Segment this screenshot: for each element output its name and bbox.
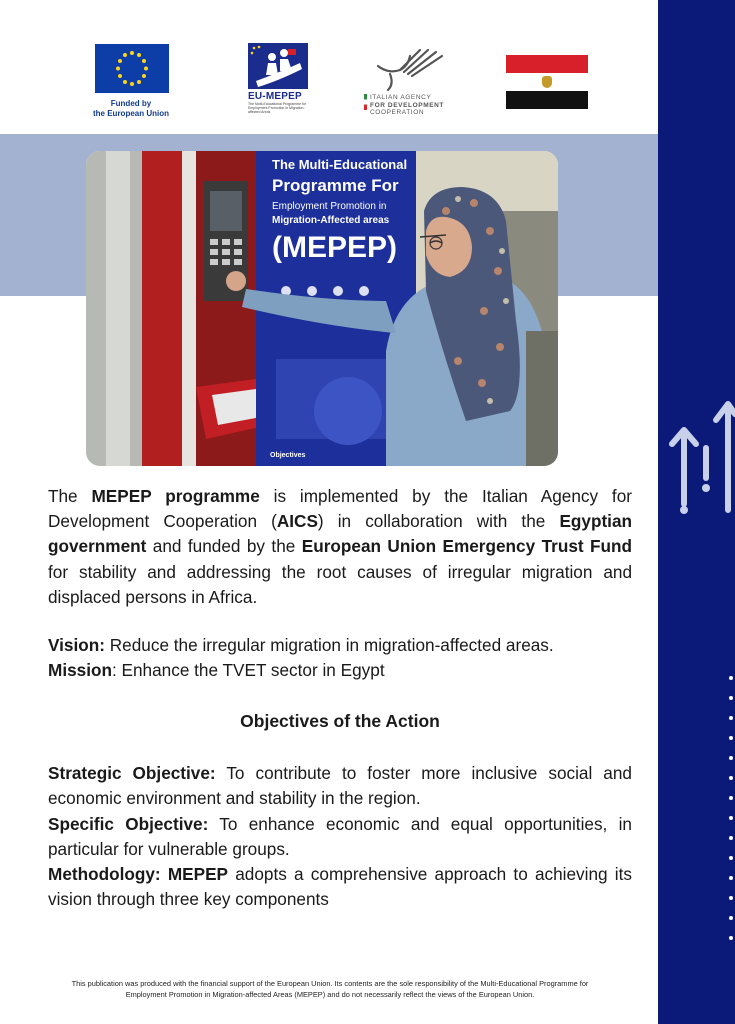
strategic-objective-text: To contribute to foster more inclusive social and economic environment and stability in the region. bbox=[48, 763, 632, 809]
eu-caption bbox=[93, 99, 169, 119]
eu-caption-line2: the European Union bbox=[93, 109, 169, 118]
up-arrows-icon bbox=[666, 392, 735, 522]
banner-line1: The Multi-Educational bbox=[272, 157, 408, 172]
intro-paragraph: The MEPEP programme is implemented by the Italian Agency for Development Cooperation (AICS) in collaboration with the Egyptian government and funded by the European Union Emergency Trust Fund for stability and addressing the root causes of irregular migration and displaced persons in Africa. bbox=[48, 486, 633, 607]
egypt-flag bbox=[506, 55, 588, 109]
aics-line3: COOPERATION bbox=[370, 109, 425, 116]
vision-line bbox=[48, 633, 632, 658]
mission-text: : Enhance the TVET sector in Egypt bbox=[111, 660, 385, 680]
eu-mepep-logo bbox=[248, 43, 314, 123]
banner-acronym: (MEPEP) bbox=[272, 231, 398, 264]
strategic-objective bbox=[48, 761, 632, 811]
aics-line1: ITALIAN AGENCY bbox=[370, 94, 432, 101]
banner-bottom-label: Objectives bbox=[270, 452, 306, 459]
eu-flag-icon bbox=[95, 44, 169, 93]
aics-line2: FOR DEVELOPMENT bbox=[370, 101, 445, 109]
sidebar-dots-decoration bbox=[727, 676, 735, 946]
mission-line bbox=[48, 658, 632, 683]
specific-objective bbox=[48, 812, 632, 862]
specific-objective-label: Specific Objective: bbox=[48, 814, 209, 834]
aics-name bbox=[370, 94, 444, 117]
egyptian-government-emphasis: Egyptian government bbox=[48, 511, 633, 557]
mepep-logo-subtitle: The Multi-Educational Programme for Employment Promotion in Migration-affected Areas bbox=[248, 102, 307, 114]
dove-icon bbox=[364, 44, 460, 92]
specific-objective-text: To enhance economic and equal opportunities, in particular for vulnerable groups. bbox=[48, 814, 632, 860]
egypt-flag-white-stripe bbox=[506, 73, 588, 91]
mepep-logo-title: EU-MEPEP bbox=[248, 91, 302, 102]
vision-label: Vision: bbox=[48, 635, 105, 655]
strategic-objective-label: Strategic Objective: bbox=[48, 763, 216, 783]
aics-emphasis: AICS bbox=[276, 511, 318, 532]
eu-caption-line1: Funded by bbox=[110, 99, 152, 108]
mission-label: Mission bbox=[48, 660, 112, 680]
italian-stripe bbox=[364, 94, 367, 110]
eu-logo bbox=[95, 44, 175, 120]
egypt-flag-black-stripe bbox=[506, 91, 588, 109]
eagle-icon bbox=[542, 76, 552, 88]
footer-disclaimer bbox=[20, 978, 640, 1000]
mepep-emblem-icon bbox=[248, 43, 308, 89]
programme-photo bbox=[86, 151, 558, 466]
eu-trust-fund-emphasis: European Union Emergency Trust Fund bbox=[301, 536, 633, 557]
footer-line2: Employment Promotion in Migration-affected Areas (MEPEP) and do not necessarily reflect the views of the European Union. bbox=[125, 990, 535, 999]
methodology-label: Methodology: MEPEP bbox=[48, 864, 229, 884]
objectives-heading: Objectives of the Action bbox=[240, 711, 440, 731]
aics-logo bbox=[364, 44, 460, 122]
footer-line1: This publication was produced with the financial support of the European Union. Its contents are the sole responsibility of the Multi-Educational Programme for bbox=[71, 979, 589, 988]
banner-line3: Employment Promotion in bbox=[272, 201, 387, 212]
methodology bbox=[48, 862, 632, 912]
mepep-programme-emphasis: MEPEP programme bbox=[91, 486, 260, 506]
banner-line4: Migration-Affected areas bbox=[272, 215, 390, 226]
methodology-text: adopts a comprehensive approach to achieving its vision through three key components bbox=[48, 864, 632, 910]
banner-line2: Programme For bbox=[272, 176, 399, 195]
egypt-flag-red-stripe bbox=[506, 55, 588, 73]
vision-text: Reduce the irregular migration in migration-affected areas. bbox=[104, 635, 554, 655]
